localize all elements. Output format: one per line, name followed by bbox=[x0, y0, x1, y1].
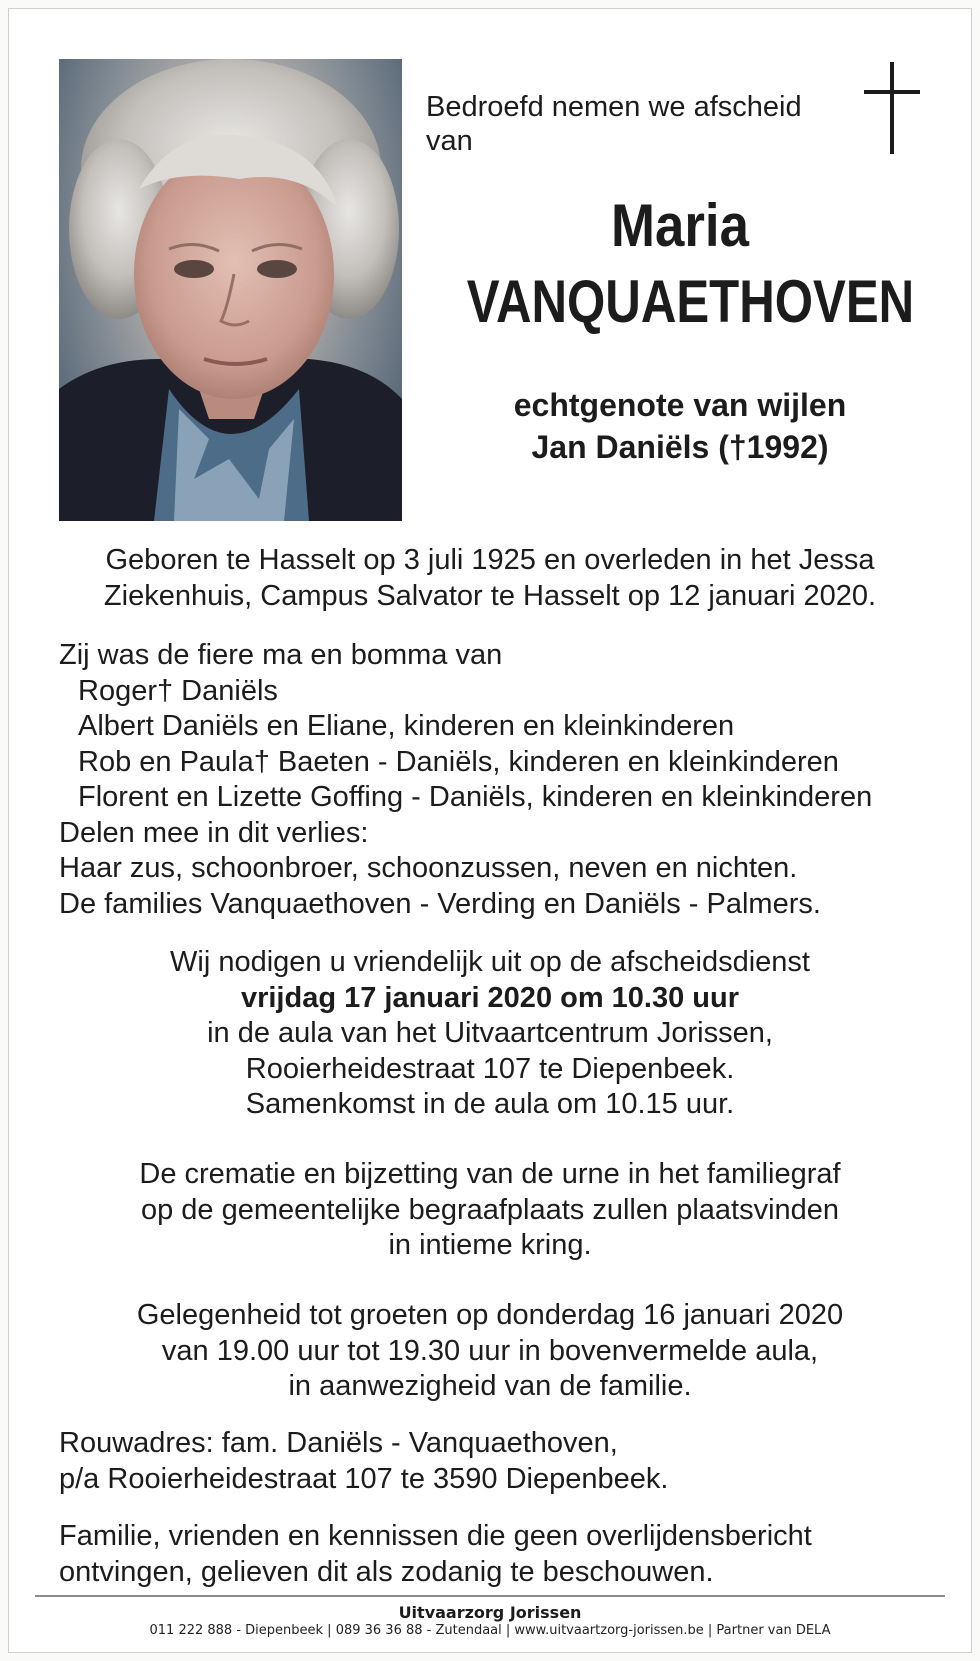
family-member: Rob en Paula† Baeten - Daniëls, kinderen en kleinkinderen bbox=[78, 745, 839, 778]
closing-line: ontvingen, gelieven dit als zodanig te beschouwen. bbox=[59, 1555, 714, 1588]
family-heading: Zij was de fiere ma en bomma van bbox=[59, 639, 503, 671]
service-line: Rooierheidestraat 107 te Diepenbeek. bbox=[245, 1052, 735, 1085]
cremation-line: op de gemeentelijke begraafplaats zullen plaatsvinden bbox=[140, 1193, 840, 1226]
family-paragraph bbox=[59, 638, 921, 922]
family-member: Florent en Lizette Goffing - Daniëls, kinderen en kleinkinderen bbox=[78, 781, 873, 813]
spouse-info bbox=[420, 384, 940, 468]
spouse-line: echtgenote van wijlen bbox=[513, 387, 847, 423]
visitation-line: Gelegenheid tot groeten op donderdag 16 januari 2020 bbox=[136, 1299, 844, 1331]
address-paragraph bbox=[59, 1426, 921, 1497]
closing-line: Familie, vrienden en kennissen die geen overlijdensbericht bbox=[59, 1520, 812, 1552]
birth-paragraph bbox=[59, 543, 921, 614]
funeral-company: Uitvaarzorg Jorissen bbox=[398, 1603, 582, 1622]
intro-line: van bbox=[426, 125, 473, 157]
last-name: VANQUAETHOVEN bbox=[466, 268, 915, 335]
cremation-line: in intieme kring. bbox=[388, 1229, 592, 1261]
visitation-paragraph bbox=[59, 1298, 921, 1405]
address-line: p/a Rooierheidestraat 107 te 3590 Diepenbeek. bbox=[59, 1462, 669, 1495]
birth-line: Geboren te Hasselt op 3 juli 1925 en overleden in het Jessa bbox=[105, 544, 875, 576]
first-name: Maria bbox=[611, 192, 749, 259]
service-line: Samenkomst in de aula om 10.15 uur. bbox=[245, 1088, 735, 1120]
funeral-contact: 011 222 888 - Diepenbeek | 089 36 36 88 - Zutendaal | www.uitvaartzorg-jorissen.be | Partner van DELA bbox=[149, 1623, 831, 1638]
spouse-line: Jan Daniëls (†1992) bbox=[531, 429, 829, 465]
shared-line: De families Vanquaethoven - Verding en Daniëls - Palmers. bbox=[59, 887, 821, 920]
cremation-paragraph bbox=[59, 1157, 921, 1264]
footer-divider bbox=[35, 1595, 945, 1597]
birth-line: Ziekenhuis, Campus Salvator te Hasselt op 12 januari 2020. bbox=[103, 579, 877, 612]
cross-icon bbox=[864, 62, 920, 154]
closing-paragraph bbox=[59, 1519, 921, 1590]
shared-line: Haar zus, schoonbroer, schoonzussen, neven en nichten. bbox=[59, 852, 798, 884]
deceased-name bbox=[420, 188, 940, 340]
intro-line: Bedroefd nemen we afscheid bbox=[426, 91, 802, 123]
family-member: Roger† Daniëls bbox=[78, 674, 278, 707]
visitation-line: van 19.00 uur tot 19.30 uur in bovenvermelde aula, bbox=[161, 1334, 819, 1367]
service-date: vrijdag 17 januari 2020 om 10.30 uur bbox=[240, 981, 740, 1014]
address-line: Rouwadres: fam. Daniëls - Vanquaethoven, bbox=[59, 1427, 618, 1459]
service-line: Wij nodigen u vriendelijk uit op de afscheidsdienst bbox=[170, 946, 810, 978]
service-line: in de aula van het Uitvaartcentrum Jorissen, bbox=[207, 1017, 773, 1049]
visitation-line: in aanwezigheid van de familie. bbox=[288, 1370, 692, 1402]
service-paragraph bbox=[59, 945, 921, 1123]
cremation-line: De crematie en bijzetting van de urne in het familiegraf bbox=[139, 1158, 841, 1190]
portrait-photo bbox=[59, 59, 402, 521]
intro-text bbox=[426, 90, 846, 158]
shared-heading: Delen mee in dit verlies: bbox=[59, 816, 369, 849]
family-member: Albert Daniëls en Eliane, kinderen en kleinkinderen bbox=[78, 710, 735, 742]
